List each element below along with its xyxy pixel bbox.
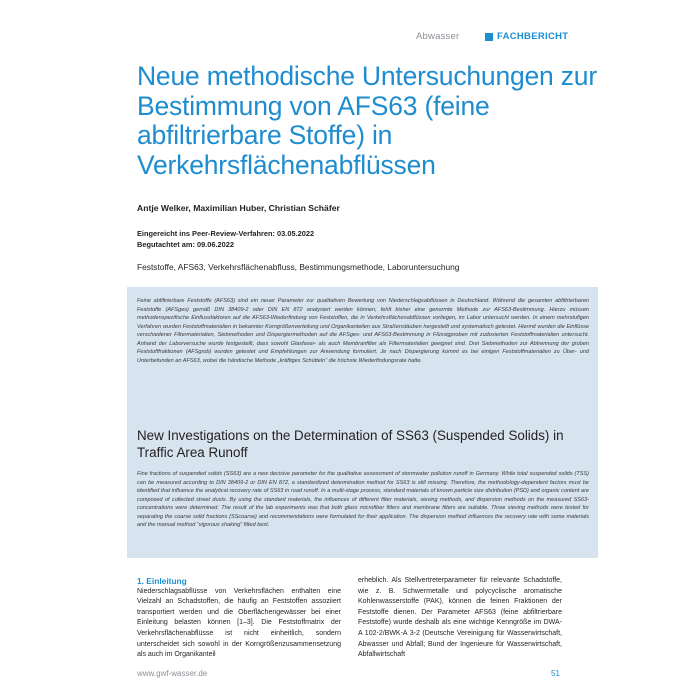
review-dates bbox=[137, 229, 314, 250]
footer-url[interactable]: www.gwf-wasser.de bbox=[137, 669, 208, 678]
header-section: Abwasser bbox=[416, 31, 460, 42]
abstract-german: Feine abfiltrierbare Feststoffe (AFS63) sind ein neuer Parameter zur qualitativen Bewertung von Niederschlagsabflüssen in Deutschland. Während die gesamten abfiltrierbaren Feststoffe (AFSges) gemäß DIN 38409-2 oder DIN EN 872 analysiert werden können, fehlt bisher eine genormte Methode zur AFS63-Bestimmung. Hierzu müssen methodenspezifische Einflussfaktoren auf die AFS63-Wiederfindung von Feststoffen, die in Verkehrsflächenabflüssen vorliegen, im Labor untersucht werden. In einem mehrstufigen Verfahren wurden Feststoffmaterialien in bekannter Korngrößenverteilung und Organikanteilen aus Straßenstäuben hergestellt und systematisch getestet. Hiermit wurden die Einflüsse verschiedener Filtermaterialien, Siebmethoden und Dispergiermethoden auf die AFSges- und AFS63-Bestimmung in Flüssigproben mit zudosierten Feststoffmaterialien untersucht. Anhand der Laborversuche wurde festgestellt, dass sowohl Glasfaser- als auch Membranfilter als Filtermaterialien geeignet sind. Drei Siebmethoden zur Abtrennung der groben Feststofffraktionen (AFSgrob) wurden getestet und Empfehlungen zur Anwendung formuliert. Je nach Dispergierung kommt es bei einigen Feststoffmaterialien zu Über- und Unterbefunden an AFS63, wobei die händische Methode „kräftiges Schütteln“ die höchste Wiederfindungsrate hatte. bbox=[137, 298, 589, 364]
header-category: FACHBERICHT bbox=[497, 31, 569, 42]
reviewed-date: Begutachtet am: 09.06.2022 bbox=[137, 239, 234, 249]
submitted-date: Eingereicht ins Peer-Review-Verfahren: 03.05.2022 bbox=[137, 229, 315, 238]
page-number: 51 bbox=[551, 669, 560, 678]
header-square-marker bbox=[485, 33, 493, 41]
page-header bbox=[0, 31, 700, 45]
article-keywords: Feststoffe, AFS63, Verkehrsflächenabfluss, Bestimmungsmethode, Laboruntersuchung bbox=[137, 262, 460, 272]
section-heading: 1. Einleitung bbox=[137, 576, 187, 586]
article-authors: Antje Welker, Maximilian Huber, Christian Schäfer bbox=[137, 203, 340, 213]
article-title: Neue methodische Untersuchungen zur Bestimmung von AFS63 (feine abfiltrierbare Stoffe) in Verkehrsflächenabflüssen bbox=[137, 61, 597, 180]
body-text-left: Niederschlagsabflüsse von Verkehrsflächen enthalten eine Vielzahl an Schadstoffen, die häufig an Feststoffen assoziiert transportiert werden und die Oberflächengewässer bei einer Einleitung belasten können [1–3]. Die Feststoffmatrix der Verkehrsflächenabflüsse ist nicht einheitlich, sondern unterscheidet sich sowohl in der Korngrößenzusammensetzung als auch im Organikanteil bbox=[137, 587, 341, 659]
abstract-box bbox=[127, 287, 598, 558]
body-text-right: erheblich. Als Stellvertreterparameter für relevante Schadstoffe, wie z. B. Schwermetalle und polycyclische aromatische Kohlenwasserstoffe (PAK), können die feinen Fraktionen der Feststoffe dienen. Der Parameter AFS63 (feine abfiltrierbare Feststoffe) wurde deshalb als eine wichtige Kenngröße im DWA-A 102-2/BWK-A 3-2 (Deutsche Vereinigung für Wasserwirtschaft, Abwasser und Abfall; Bund der Ingenieure für Wasserwirtschaft, Abfallwirtschaft bbox=[358, 577, 562, 659]
abstract-english: Fine fractions of suspended solids (SS63) are a new decisive parameter for the qualitative assessment of stormwater pollution runoff in Germany. While total suspended solids (TSS) can be measured according to DIN 38409-2 or DIN EN 872, a standardized determination method for SS63 is still missing. Therefore, the methodology-dependent factors must be identified that influence the analytical recovery rate of SS63 in road runoff. In a multi-stage process, standard materials of known particle size distribution (PSD) and organic content are composed of collected street dusts. By using the standard materials, the influences of different filter materials, sieving methods, and dispersion methods on the measured SS63-concentrations were determined. The result of the lab experiments was that both glass microfiber filters and membrane filters are suitable. Three sieving methods were tested for separating the coarse solid fractions (SScoarse) and recommendations were formulated for their application. The dispersion method influences the recovery rate with some materials and the manual method “vigorous shaking” fitted best. bbox=[137, 471, 589, 529]
body-column-left bbox=[137, 576, 341, 661]
body-column-right bbox=[358, 576, 562, 661]
english-title: New Investigations on the Determination of SS63 (Suspended Solids) in Traffic Area Runoff bbox=[137, 428, 564, 460]
